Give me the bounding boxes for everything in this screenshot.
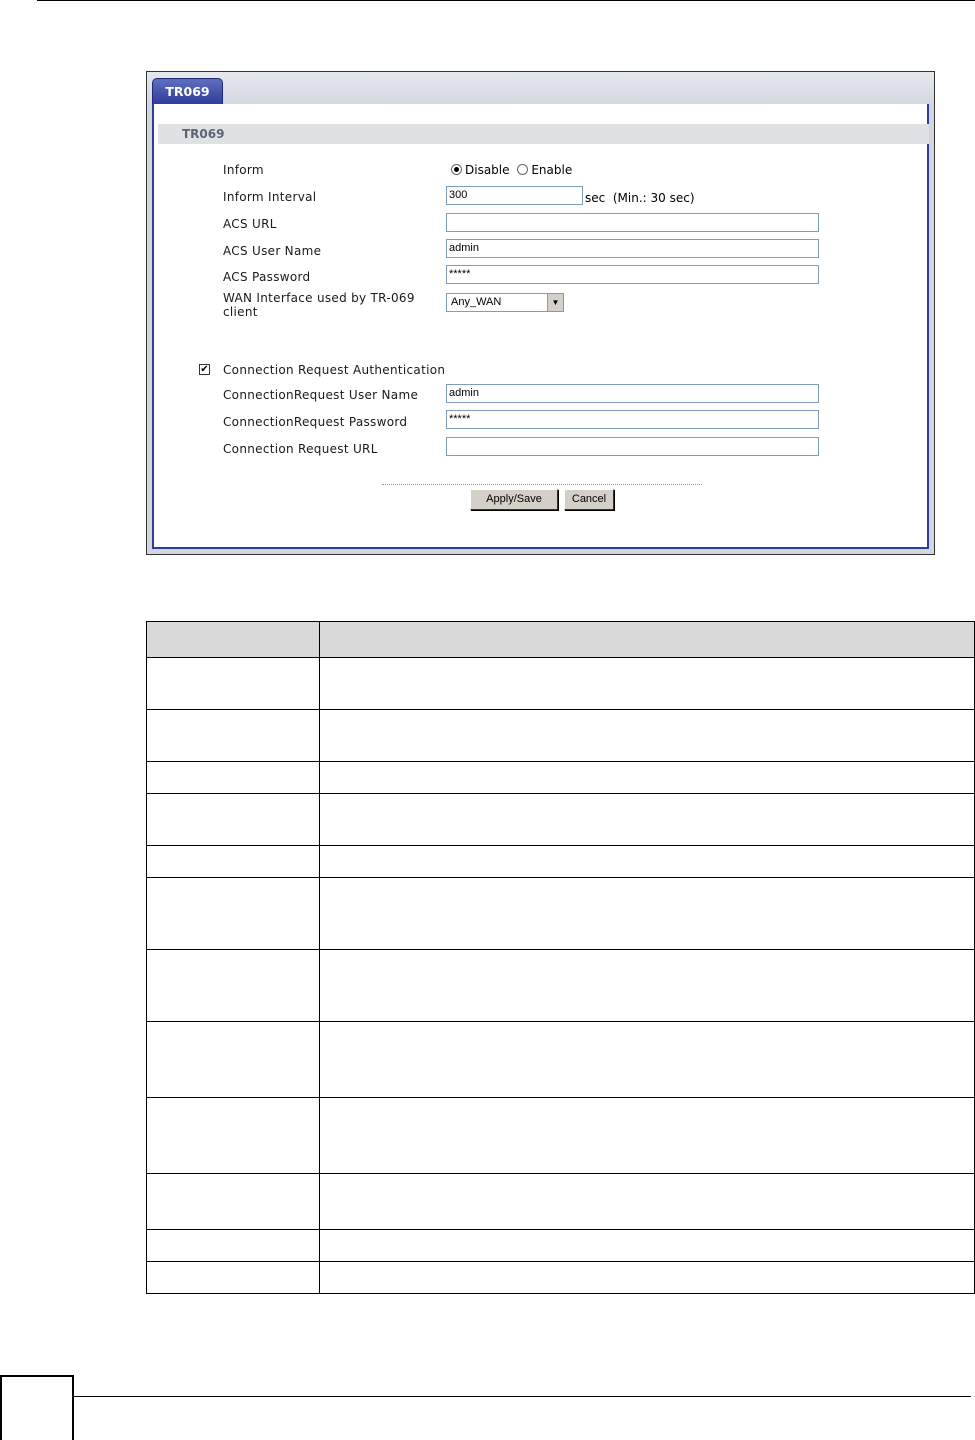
description-table bbox=[146, 621, 975, 1294]
table-cell bbox=[320, 1174, 975, 1230]
inform-label: Inform bbox=[223, 163, 264, 177]
conn-user-name-label: ConnectionRequest User Name bbox=[223, 388, 419, 402]
page-number-box bbox=[0, 1375, 74, 1440]
chevron-down-icon[interactable]: ▼ bbox=[547, 294, 563, 311]
table-row bbox=[147, 1230, 975, 1262]
table-cell bbox=[147, 622, 320, 658]
inform-disable-radio[interactable] bbox=[451, 164, 462, 175]
inform-disable-label: Disable bbox=[465, 163, 510, 177]
acs-url-input[interactable] bbox=[446, 213, 819, 232]
acs-url-label: ACS URL bbox=[223, 217, 277, 231]
section-title: TR069 bbox=[158, 124, 929, 144]
acs-user-name-input[interactable]: admin bbox=[446, 239, 819, 258]
table-cell bbox=[320, 1262, 975, 1294]
conn-url-label: Connection Request URL bbox=[223, 442, 378, 456]
button-divider bbox=[382, 484, 702, 485]
inform-interval-label: Inform Interval bbox=[223, 190, 317, 204]
table-cell bbox=[320, 878, 975, 950]
conn-password-input[interactable]: ***** bbox=[446, 410, 819, 429]
conn-url-input[interactable] bbox=[446, 437, 819, 456]
form-area bbox=[152, 104, 929, 549]
wan-interface-label: WAN Interface used by TR-069 client bbox=[223, 291, 415, 319]
table-cell bbox=[320, 710, 975, 762]
table-cell bbox=[320, 1230, 975, 1262]
table-cell bbox=[320, 658, 975, 710]
conn-auth-label: Connection Request Authentication bbox=[223, 363, 446, 377]
table-row bbox=[147, 794, 975, 846]
inform-enable-label: Enable bbox=[531, 163, 573, 177]
table-cell bbox=[147, 658, 320, 710]
inform-enable-radio[interactable] bbox=[517, 164, 528, 175]
apply-save-button[interactable]: Apply/Save bbox=[470, 489, 558, 510]
table-cell bbox=[147, 1022, 320, 1098]
table-cell bbox=[320, 1022, 975, 1098]
acs-user-name-label: ACS User Name bbox=[223, 244, 322, 258]
table-cell bbox=[320, 950, 975, 1022]
table-row bbox=[147, 950, 975, 1022]
table-cell bbox=[147, 846, 320, 878]
table-cell bbox=[147, 1098, 320, 1174]
table-cell bbox=[320, 794, 975, 846]
table-cell bbox=[147, 1262, 320, 1294]
table-header-row bbox=[147, 622, 975, 658]
table-row bbox=[147, 846, 975, 878]
conn-user-name-input[interactable]: admin bbox=[446, 384, 819, 403]
conn-password-label: ConnectionRequest Password bbox=[223, 415, 408, 429]
cancel-button[interactable]: Cancel bbox=[564, 489, 614, 510]
table-cell bbox=[320, 846, 975, 878]
table-cell bbox=[320, 762, 975, 794]
tab-strip bbox=[147, 72, 934, 104]
table-row bbox=[147, 710, 975, 762]
table-cell bbox=[147, 878, 320, 950]
table-row bbox=[147, 658, 975, 710]
acs-password-label: ACS Password bbox=[223, 270, 311, 284]
table-row bbox=[147, 878, 975, 950]
table-cell bbox=[147, 1174, 320, 1230]
table-row bbox=[147, 762, 975, 794]
table-row bbox=[147, 1098, 975, 1174]
wan-interface-select[interactable] bbox=[446, 293, 564, 312]
footer-rule bbox=[74, 1396, 971, 1397]
table-cell bbox=[147, 950, 320, 1022]
table-row bbox=[147, 1022, 975, 1098]
inform-radio-group bbox=[451, 163, 572, 177]
tab-tr069[interactable]: TR069 bbox=[152, 78, 223, 104]
wan-interface-value: Any_WAN bbox=[451, 296, 502, 308]
table-cell bbox=[320, 622, 975, 658]
table-row bbox=[147, 1262, 975, 1294]
table-cell bbox=[147, 762, 320, 794]
acs-password-input[interactable]: ***** bbox=[446, 265, 819, 284]
inform-interval-suffix: sec (Min.: 30 sec) bbox=[585, 191, 695, 205]
checkmark-icon: ✔ bbox=[200, 364, 209, 375]
inform-interval-input[interactable]: 300 bbox=[446, 186, 583, 205]
table-cell bbox=[147, 1230, 320, 1262]
table-cell bbox=[147, 794, 320, 846]
tr069-screenshot-panel bbox=[146, 71, 935, 555]
table-row bbox=[147, 1174, 975, 1230]
conn-auth-checkbox[interactable] bbox=[199, 364, 210, 375]
top-rule bbox=[37, 0, 975, 1]
table-cell bbox=[320, 1098, 975, 1174]
table-cell bbox=[147, 710, 320, 762]
